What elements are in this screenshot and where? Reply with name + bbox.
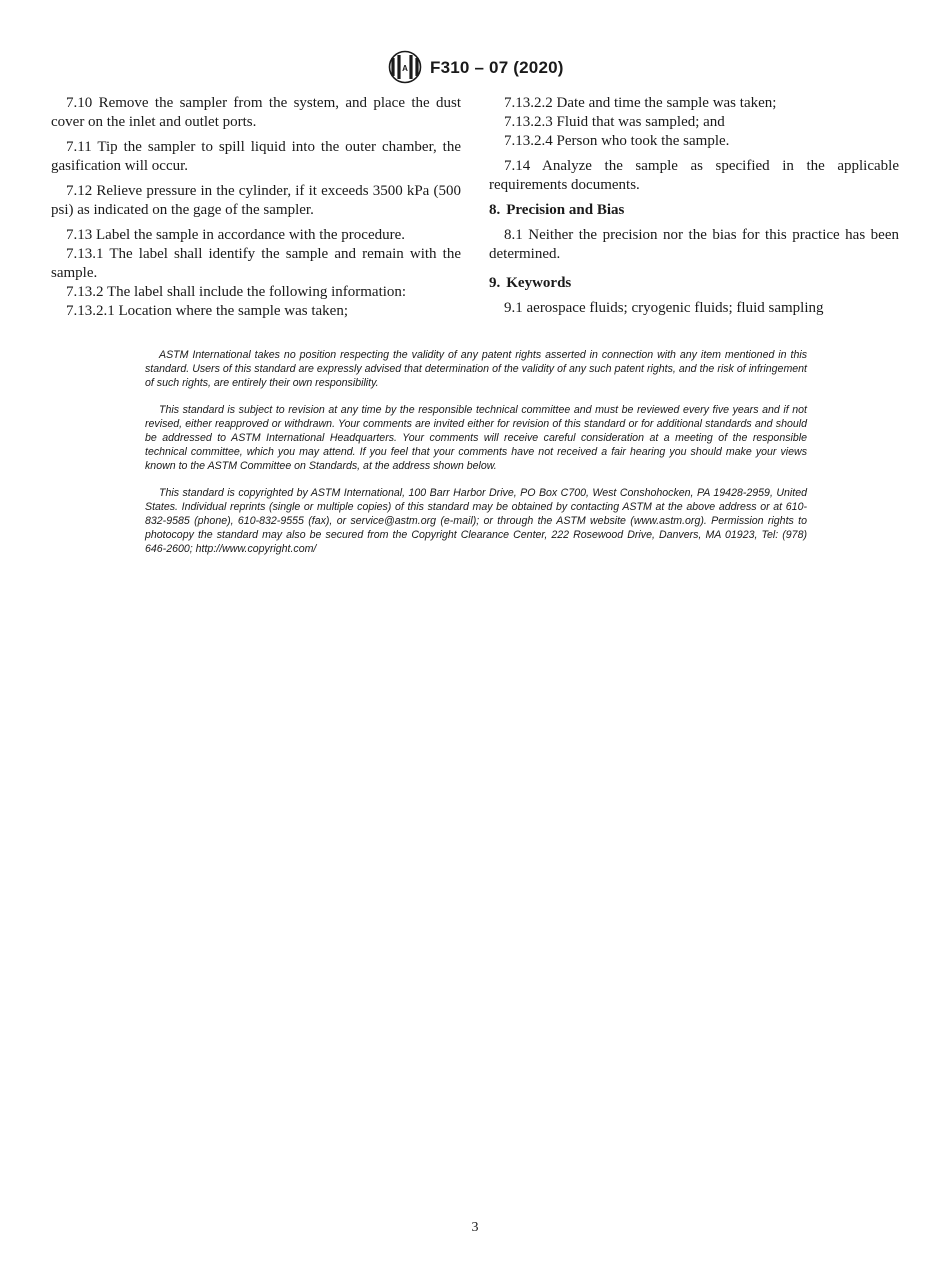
section-heading-8 <box>489 201 899 220</box>
section-number: 8. <box>489 202 501 218</box>
section-title: Precision and Bias <box>506 202 625 218</box>
paragraph-8-1: 8.1 Neither the precision nor the bias for this practice has been determined. <box>489 227 899 262</box>
revision-notice: This standard is subject to revision at any time by the responsible technical committee and must be reviewed every five years and if not revised, either reapproved or withdrawn. Your comments are invited either for revision of this standard or for additional standards and should be addressed to ASTM International Headquarters. Your comments will receive careful consideration at a meeting of the responsible technical committee, which you may attend. If you feel that your comments have not received a fair hearing you should make your views known to the ASTM Committee on Standards, at the address shown below. <box>145 404 807 472</box>
patent-notice: ASTM International takes no position respecting the validity of any patent rights asserted in connection with any item mentioned in this standard. Users of this standard are expressly advised that determination of the validity of any such patent rights, and the risk of infringement of such rights, are entirely their own responsibility. <box>145 349 807 389</box>
left-column <box>51 94 461 321</box>
section-heading-9 <box>489 274 899 293</box>
paragraph-7-13-2-3: 7.13.2.3 Fluid that was sampled; and <box>504 114 725 130</box>
paragraph-7-12: 7.12 Relieve pressure in the cylinder, if it exceeds 3500 kPa (500 psi) as indicated on the gage of the sampler. <box>51 183 461 218</box>
legal-notices <box>145 349 807 570</box>
paragraph-7-13-2-2: 7.13.2.2 Date and time the sample was taken; <box>504 95 777 111</box>
paragraph-7-13-2-4: 7.13.2.4 Person who took the sample. <box>504 133 730 149</box>
copyright-notice: This standard is copyrighted by ASTM International, 100 Barr Harbor Drive, PO Box C700, West Conshohocken, PA 19428-2959, United States. Individual reprints (single or multiple copies) of this standard may be obtained by contacting ASTM at the above address or at 610-832-9585 (phone), 610-832-9555 (fax), or service@astm.org (e-mail); or through the ASTM website (www.astm.org). Permission rights to photocopy the standard may also be secured from the Copyright Clearance Center, 222 Rosewood Drive, Danvers, MA 01923, Tel: (978) 646-2600; http://www.copyright.com/ <box>145 487 807 555</box>
paragraph-7-13: 7.13 Label the sample in accordance with the procedure. <box>66 227 406 243</box>
page-number: 3 <box>471 1220 479 1235</box>
paragraph-9-1: 9.1 aerospace fluids; cryogenic fluids; fluid sampling <box>504 300 824 316</box>
right-column <box>489 94 899 324</box>
astm-logo-icon <box>386 50 424 84</box>
paragraph-7-10: 7.10 Remove the sampler from the system, and place the dust cover on the inlet and outlet ports. <box>51 95 461 130</box>
svg-text:A: A <box>402 64 408 73</box>
document-designation: F310 – 07 (2020) <box>430 58 564 77</box>
paragraph-7-13-2: 7.13.2 The label shall include the following information: <box>66 284 407 300</box>
paragraph-7-13-1: 7.13.1 The label shall identify the sample and remain with the sample. <box>51 246 461 281</box>
section-number: 9. <box>489 275 501 291</box>
page-header <box>0 50 950 86</box>
section-title: Keywords <box>506 275 572 291</box>
paragraph-7-11: 7.11 Tip the sampler to spill liquid into the outer chamber, the gasification will occur. <box>51 139 461 174</box>
paragraph-7-13-2-1: 7.13.2.1 Location where the sample was taken; <box>66 303 348 319</box>
paragraph-7-14: 7.14 Analyze the sample as specified in the applicable requirements documents. <box>489 158 899 193</box>
